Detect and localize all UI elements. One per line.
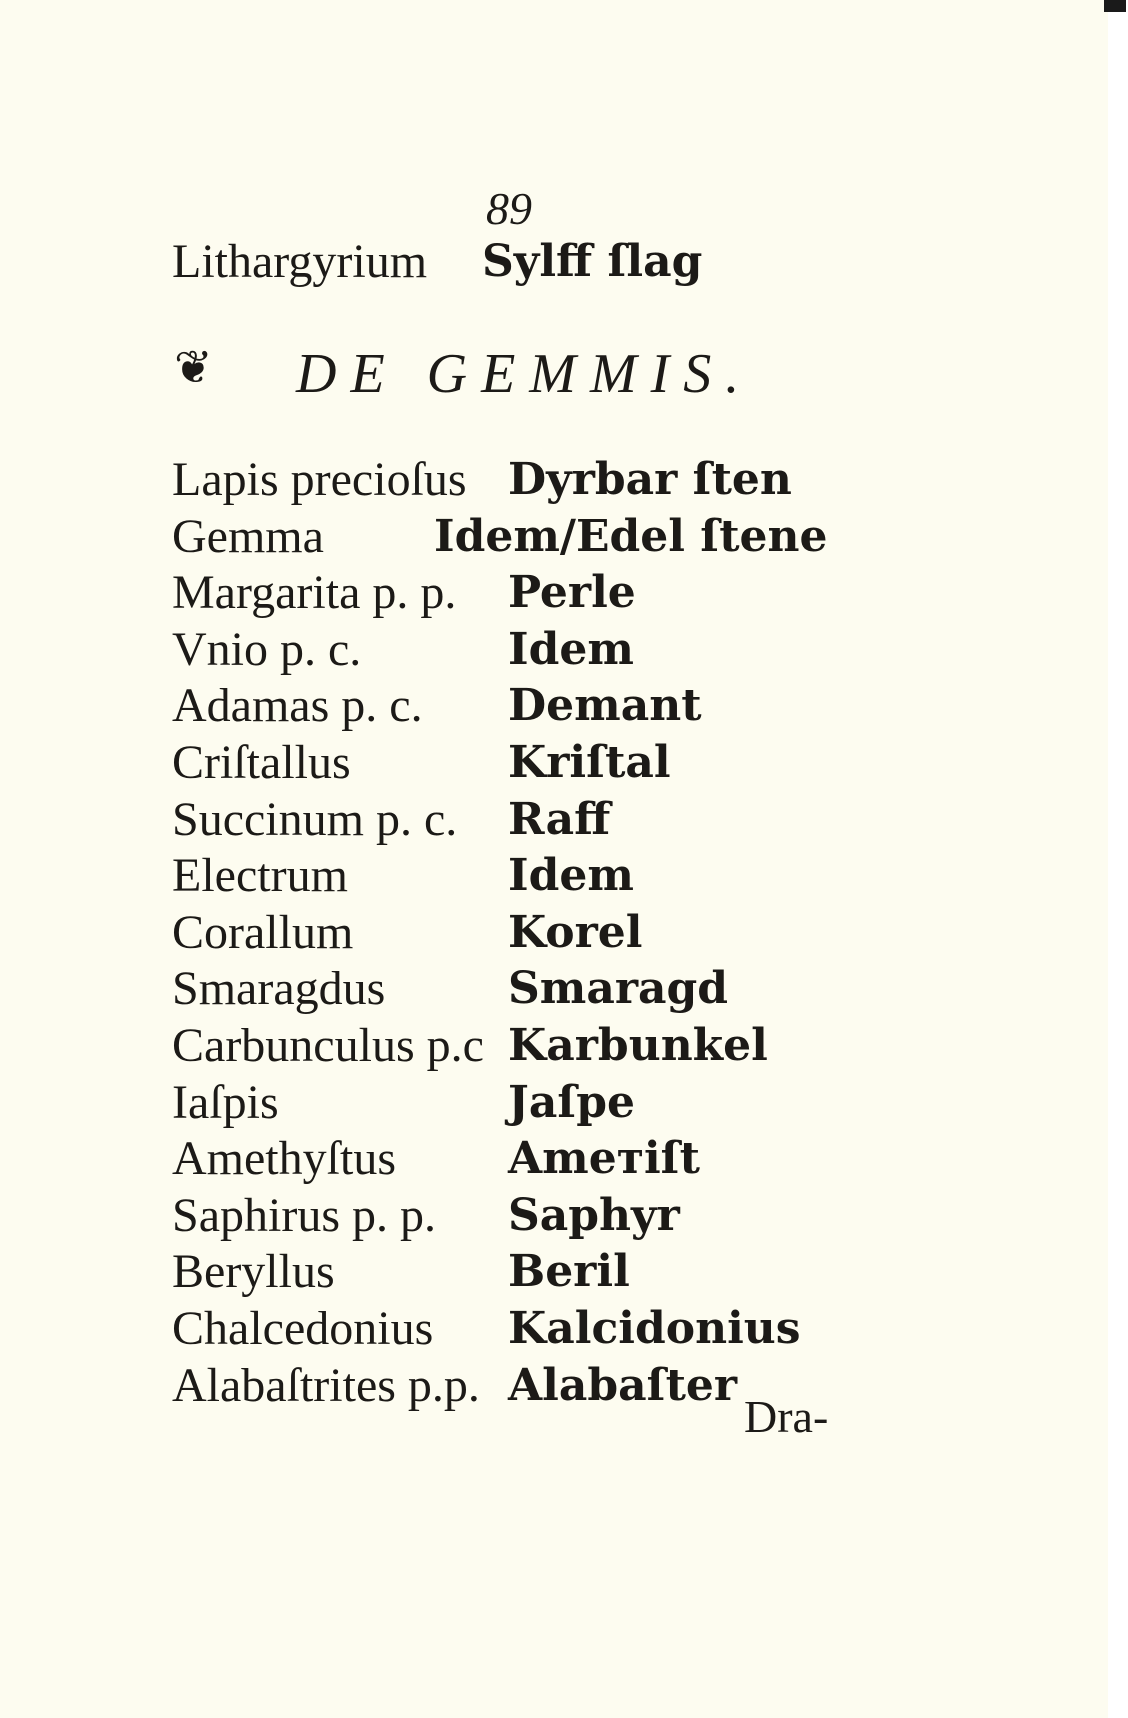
- glossary-list: [172, 452, 1072, 1414]
- latin-term: Margarita p. p.: [172, 566, 457, 620]
- latin-term: Corallum: [172, 905, 354, 959]
- list-item: [172, 1075, 1072, 1132]
- latin-term: Criſtallus: [172, 735, 351, 789]
- latin-term: Vnio p. c.: [172, 622, 362, 676]
- latin-term: Alabaſtrites p.p.: [172, 1358, 480, 1412]
- list-item: [172, 1301, 1072, 1358]
- list-item: [172, 452, 1072, 509]
- list-item: [172, 735, 1072, 792]
- latin-term: Electrum: [172, 849, 348, 903]
- list-item: [172, 1131, 1072, 1188]
- scan-edge-mark: [1104, 0, 1126, 12]
- catchword: Dra-: [744, 1391, 829, 1442]
- list-item: [172, 678, 1072, 735]
- german-term: Beril: [508, 1246, 630, 1298]
- latin-term: Adamas p. c.: [172, 679, 423, 733]
- section-heading: DE GEMMIS.: [296, 343, 754, 405]
- latin-term: Iaſpis: [172, 1075, 279, 1129]
- list-item: [172, 1244, 1072, 1301]
- latin-term: Beryllus: [172, 1245, 335, 1299]
- german-term: Ameтiſt: [508, 1133, 700, 1185]
- german-term: Idem: [508, 623, 634, 675]
- list-item: [172, 622, 1072, 679]
- german-term: Perle: [508, 567, 636, 619]
- list-item: [172, 961, 1072, 1018]
- german-term: Idem: [508, 850, 634, 902]
- list-item: [172, 848, 1072, 905]
- list-item: [172, 565, 1072, 622]
- latin-term: Amethyſtus: [172, 1132, 396, 1186]
- latin-term: Smaragdus: [172, 962, 386, 1016]
- german-term: Korel: [508, 906, 643, 958]
- scan-margin: [1108, 0, 1128, 1718]
- german-term: Jaſpe: [508, 1076, 636, 1128]
- page-number: 89: [486, 183, 532, 234]
- german-term: Idem/Edel ſtene: [434, 510, 828, 562]
- first-line-latin: Lithargyrium: [172, 235, 428, 288]
- german-term: Alabaſter: [508, 1359, 738, 1411]
- latin-term: Chalcedonius: [172, 1301, 434, 1355]
- list-item: [172, 1188, 1072, 1245]
- latin-term: Saphirus p. p.: [172, 1188, 436, 1242]
- german-term: Demant: [508, 680, 702, 732]
- fleuron-icon: ❦: [174, 340, 213, 394]
- latin-term: Succinum p. c.: [172, 792, 458, 846]
- german-term: Smaragd: [508, 963, 729, 1015]
- first-line-german: Sylff ſlag: [482, 236, 703, 287]
- german-term: Kalcidonius: [508, 1302, 801, 1354]
- latin-term: Carbunculus p.c: [172, 1018, 484, 1072]
- german-term: Karbunkel: [508, 1019, 768, 1071]
- german-term: Dyrbar ſten: [508, 454, 792, 505]
- list-item: [172, 1018, 1072, 1075]
- list-item: [172, 905, 1072, 962]
- list-item: [172, 792, 1072, 849]
- german-term: Saphyr: [508, 1189, 680, 1241]
- german-term: Raff: [508, 793, 611, 845]
- latin-term: Gemma: [172, 509, 324, 563]
- list-item: [172, 509, 1072, 566]
- list-item: [172, 1358, 1072, 1415]
- latin-term: Lapis precioſus: [172, 453, 467, 506]
- german-term: Kriſtal: [508, 736, 671, 788]
